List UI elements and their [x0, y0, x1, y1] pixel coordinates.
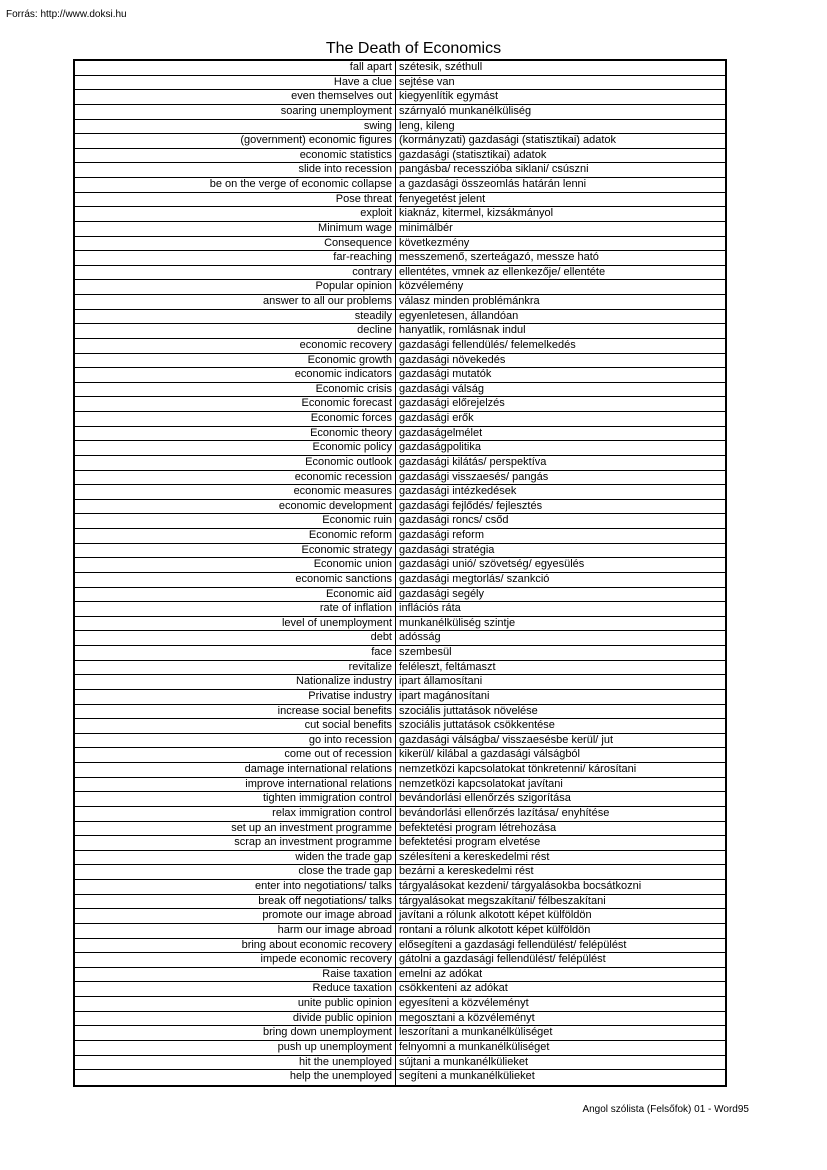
- hungarian-translation: befektetési program létrehozása: [399, 821, 557, 834]
- english-term: increase social benefits: [75, 705, 396, 719]
- table-row: [75, 734, 725, 749]
- english-term: Economic strategy: [75, 544, 396, 558]
- table-row: [75, 383, 725, 398]
- table-row: [75, 544, 725, 559]
- english-term: far-reaching: [75, 251, 396, 265]
- hungarian-translation: gazdasági unió/ szövetség/ egyesülés: [399, 558, 585, 571]
- hungarian-translation: fenyegetést jelent: [399, 192, 486, 205]
- english-term: revitalize: [75, 661, 396, 675]
- table-row: [75, 456, 725, 471]
- hungarian-translation: szociális juttatások növelése: [399, 704, 538, 717]
- table-row: [75, 514, 725, 529]
- table-row: [75, 193, 725, 208]
- hungarian-translation: pangásba/ recesszióba siklani/ csúszni: [399, 163, 589, 176]
- english-term: Economic forecast: [75, 397, 396, 411]
- english-term: even themselves out: [75, 90, 396, 104]
- english-term: help the unemployed: [75, 1070, 396, 1085]
- english-term: Popular opinion: [75, 280, 396, 294]
- hungarian-translation: szembesül: [399, 646, 452, 658]
- english-term: Economic reform: [75, 529, 396, 543]
- hungarian-translation: gazdasági előrejelzés: [399, 397, 505, 410]
- table-row: [75, 251, 725, 266]
- hungarian-translation: bevándorlási ellenőrzés lazítása/ enyhítése: [399, 806, 610, 819]
- table-row: [75, 588, 725, 603]
- english-term: Economic theory: [75, 427, 396, 441]
- hungarian-translation: minimálbér: [399, 221, 453, 234]
- page-title: The Death of Economics: [325, 40, 502, 57]
- hungarian-translation: gazdasági visszaesés/ pangás: [399, 470, 549, 483]
- english-term: bring down unemployment: [75, 1026, 396, 1040]
- english-term: Raise taxation: [75, 968, 396, 982]
- table-row: [75, 939, 725, 954]
- table-row: [75, 120, 725, 135]
- hungarian-translation: válasz minden problémánkra: [399, 295, 540, 307]
- hungarian-translation: nemzetközi kapcsolatokat tönkretenni/ károsítani: [399, 763, 637, 775]
- english-term: Reduce taxation: [75, 982, 396, 996]
- english-term: Privatise industry: [75, 690, 396, 704]
- table-row: [75, 690, 725, 705]
- table-row: [75, 339, 725, 354]
- table-row: [75, 529, 725, 544]
- table-row: [75, 222, 725, 237]
- hungarian-translation: emelni az adókat: [399, 967, 483, 980]
- table-row: [75, 500, 725, 515]
- hungarian-translation: gazdasági fellendülés/ felemelkedés: [399, 338, 576, 351]
- english-term: level of unemployment: [75, 617, 396, 631]
- hungarian-translation: nemzetközi kapcsolatokat javítani: [399, 777, 563, 790]
- english-term: harm our image abroad: [75, 924, 396, 938]
- hungarian-translation: szélesíteni a kereskedelmi rést: [399, 850, 550, 863]
- table-row: [75, 807, 725, 822]
- english-term: face: [75, 646, 396, 660]
- hungarian-translation: gazdaságpolitika: [399, 441, 481, 454]
- english-term: economic development: [75, 500, 396, 514]
- hungarian-translation: gazdasági intézkedések: [399, 485, 517, 498]
- hungarian-translation: sejtése van: [399, 75, 455, 88]
- table-row: [75, 266, 725, 281]
- english-term: rate of inflation: [75, 602, 396, 616]
- english-term: bring about economic recovery: [75, 939, 396, 953]
- table-row: [75, 675, 725, 690]
- english-term: damage international relations: [75, 763, 396, 777]
- hungarian-translation: ipart magánosítani: [399, 689, 490, 702]
- english-term: Pose threat: [75, 193, 396, 207]
- table-row: [75, 895, 725, 910]
- english-term: Consequence: [75, 237, 396, 251]
- english-term: economic sanctions: [75, 573, 396, 587]
- table-row: [75, 105, 725, 120]
- hungarian-translation: közvélemény: [399, 280, 464, 293]
- hungarian-translation: ipart államosítani: [399, 675, 483, 688]
- table-row: [75, 968, 725, 983]
- table-row: [75, 90, 725, 105]
- english-term: close the trade gap: [75, 865, 396, 879]
- table-row: [75, 851, 725, 866]
- table-row: [75, 778, 725, 793]
- table-row: [75, 1041, 725, 1056]
- hungarian-translation: felnyomni a munkanélküliséget: [399, 1040, 550, 1053]
- english-term: unite public opinion: [75, 997, 396, 1011]
- english-term: steadily: [75, 310, 396, 324]
- table-row: [75, 368, 725, 383]
- table-row: [75, 1070, 725, 1085]
- english-term: Minimum wage: [75, 222, 396, 236]
- english-term: soaring unemployment: [75, 105, 396, 119]
- table-row: [75, 324, 725, 339]
- english-term: Economic union: [75, 558, 396, 572]
- table-row: [75, 207, 725, 222]
- hungarian-translation: elősegíteni a gazdasági fellendülést/ felépülést: [399, 938, 627, 951]
- english-term: economic indicators: [75, 368, 396, 382]
- english-term: contrary: [75, 266, 396, 280]
- table-row: [75, 997, 725, 1012]
- hungarian-translation: következmény: [399, 236, 470, 249]
- table-row: [75, 237, 725, 252]
- hungarian-translation: feléleszt, feltámaszt: [399, 660, 496, 673]
- table-row: [75, 646, 725, 661]
- table-row: [75, 909, 725, 924]
- hungarian-translation: egyesíteni a közvéleményt: [399, 997, 529, 1009]
- table-row: [75, 631, 725, 646]
- english-term: Economic crisis: [75, 383, 396, 397]
- table-row: [75, 763, 725, 778]
- hungarian-translation: gazdasági válságba/ visszaesésbe kerül/ jut: [399, 733, 614, 746]
- hungarian-translation: rontani a rólunk alkotott képet külföldön: [399, 923, 591, 936]
- english-term: widen the trade gap: [75, 851, 396, 865]
- hungarian-translation: adósság: [399, 631, 441, 644]
- table-row: [75, 822, 725, 837]
- english-term: hit the unemployed: [75, 1056, 396, 1070]
- footer-label: Angol szólista (Felsőfok) 01 - Word95: [582, 1104, 749, 1115]
- hungarian-translation: gazdasági mutatók: [399, 368, 492, 381]
- table-row: [75, 617, 725, 632]
- hungarian-translation: gazdasági erők: [399, 412, 474, 424]
- table-row: [75, 719, 725, 734]
- english-term: break off negotiations/ talks: [75, 895, 396, 909]
- english-term: tighten immigration control: [75, 792, 396, 806]
- english-term: decline: [75, 324, 396, 338]
- english-term: Economic growth: [75, 354, 396, 368]
- table-row: [75, 76, 725, 91]
- english-term: be on the verge of economic collapse: [75, 178, 396, 192]
- table-row: [75, 836, 725, 851]
- hungarian-translation: bevándorlási ellenőrzés szigorítása: [399, 792, 571, 805]
- table-row: [75, 1012, 725, 1027]
- hungarian-translation: leng, kileng: [399, 119, 455, 132]
- table-row: [75, 295, 725, 310]
- english-term: scrap an investment programme: [75, 836, 396, 850]
- english-term: Economic outlook: [75, 456, 396, 470]
- hungarian-translation: gazdasági stratégia: [399, 543, 495, 556]
- table-row: [75, 427, 725, 442]
- hungarian-translation: gazdasági kilátás/ perspektíva: [399, 455, 547, 468]
- hungarian-translation: bezárni a kereskedelmi rést: [399, 865, 534, 878]
- hungarian-translation: szétesik, széthull: [399, 61, 483, 73]
- english-term: swing: [75, 120, 396, 134]
- hungarian-translation: gazdasági segély: [399, 587, 485, 600]
- table-row: [75, 865, 725, 880]
- table-row: [75, 661, 725, 676]
- hungarian-translation: tárgyalásokat kezdeni/ tárgyalásokba bocsátkozni: [399, 880, 642, 892]
- english-term: set up an investment programme: [75, 822, 396, 836]
- table-row: [75, 485, 725, 500]
- hungarian-translation: segíteni a munkanélkülieket: [399, 1070, 535, 1083]
- table-row: [75, 134, 725, 149]
- table-row: [75, 880, 725, 895]
- english-term: (government) economic figures: [75, 134, 396, 148]
- hungarian-translation: csökkenteni az adókat: [399, 982, 508, 995]
- hungarian-translation: gazdasági roncs/ csőd: [399, 514, 509, 527]
- table-row: [75, 924, 725, 939]
- table-row: [75, 558, 725, 573]
- hungarian-translation: messzemenő, szerteágazó, messze ható: [399, 251, 599, 264]
- hungarian-translation: kikerül/ kilábal a gazdasági válságból: [399, 748, 580, 761]
- hungarian-translation: ellentétes, vmnek az ellenkezője/ ellentéte: [399, 265, 606, 278]
- hungarian-translation: befektetési program elvetése: [399, 836, 541, 849]
- table-row: [75, 953, 725, 968]
- hungarian-translation: gazdasági válság: [399, 382, 485, 395]
- table-row: [75, 61, 725, 76]
- hungarian-translation: inflációs ráta: [399, 602, 461, 615]
- english-term: economic statistics: [75, 149, 396, 163]
- english-term: fall apart: [75, 61, 396, 75]
- table-row: [75, 310, 725, 325]
- hungarian-translation: gazdasági fejlődés/ fejlesztés: [399, 499, 543, 512]
- english-term: economic measures: [75, 485, 396, 499]
- table-row: [75, 441, 725, 456]
- english-term: impede economic recovery: [75, 953, 396, 967]
- table-row: [75, 280, 725, 295]
- english-term: promote our image abroad: [75, 909, 396, 923]
- english-term: economic recovery: [75, 339, 396, 353]
- hungarian-translation: gazdasági növekedés: [399, 353, 506, 366]
- hungarian-translation: szociális juttatások csökkentése: [399, 719, 555, 732]
- hungarian-translation: gazdasági (statisztikai) adatok: [399, 148, 547, 161]
- english-term: Economic forces: [75, 412, 396, 426]
- english-term: slide into recession: [75, 163, 396, 177]
- table-row: [75, 748, 725, 763]
- vocabulary-table: [73, 59, 727, 1087]
- hungarian-translation: munkanélküliség szintje: [399, 616, 516, 629]
- hungarian-translation: kiegyenlítik egymást: [399, 90, 499, 103]
- hungarian-translation: a gazdasági összeomlás határán lenni: [399, 178, 587, 190]
- table-row: [75, 178, 725, 193]
- english-term: Nationalize industry: [75, 675, 396, 689]
- table-row: [75, 982, 725, 997]
- english-term: Economic aid: [75, 588, 396, 602]
- english-term: improve international relations: [75, 778, 396, 792]
- english-term: relax immigration control: [75, 807, 396, 821]
- english-term: Economic policy: [75, 441, 396, 455]
- english-term: economic recession: [75, 471, 396, 485]
- table-row: [75, 1026, 725, 1041]
- hungarian-translation: javítani a rólunk alkotott képet külföldön: [399, 909, 592, 922]
- english-term: go into recession: [75, 734, 396, 748]
- hungarian-translation: szárnyaló munkanélküliség: [399, 104, 532, 117]
- hungarian-translation: sújtani a munkanélkülieket: [399, 1055, 529, 1068]
- english-term: enter into negotiations/ talks: [75, 880, 396, 894]
- hungarian-translation: (kormányzati) gazdasági (statisztikai) adatok: [399, 134, 617, 147]
- hungarian-translation: gazdaságelmélet: [399, 426, 483, 439]
- english-term: Have a clue: [75, 76, 396, 90]
- hungarian-translation: kiaknáz, kitermel, kizsákmányol: [399, 207, 554, 220]
- english-term: divide public opinion: [75, 1012, 396, 1026]
- table-row: [75, 471, 725, 486]
- hungarian-translation: leszorítani a munkanélküliséget: [399, 1026, 553, 1039]
- english-term: answer to all our problems: [75, 295, 396, 309]
- english-term: cut social benefits: [75, 719, 396, 733]
- table-row: [75, 354, 725, 369]
- english-term: push up unemployment: [75, 1041, 396, 1055]
- table-row: [75, 602, 725, 617]
- hungarian-translation: megosztani a közvéleményt: [399, 1011, 535, 1024]
- source-label: Forrás: http://www.doksi.hu: [6, 9, 127, 20]
- table-row: [75, 705, 725, 720]
- table-row: [75, 397, 725, 412]
- hungarian-translation: gazdasági megtorlás/ szankció: [399, 572, 550, 585]
- english-term: come out of recession: [75, 748, 396, 762]
- table-row: [75, 1056, 725, 1071]
- table-row: [75, 573, 725, 588]
- hungarian-translation: gazdasági reform: [399, 529, 484, 541]
- english-term: debt: [75, 631, 396, 645]
- hungarian-translation: egyenletesen, állandóan: [399, 309, 519, 322]
- english-term: exploit: [75, 207, 396, 221]
- table-row: [75, 163, 725, 178]
- hungarian-translation: hanyatlik, romlásnak indul: [399, 324, 526, 337]
- hungarian-translation: gátolni a gazdasági fellendülést/ felépülést: [399, 953, 606, 966]
- hungarian-translation: tárgyalásokat megszakítani/ félbeszakítani: [399, 894, 606, 907]
- table-row: [75, 412, 725, 427]
- table-row: [75, 792, 725, 807]
- table-row: [75, 149, 725, 164]
- english-term: Economic ruin: [75, 514, 396, 528]
